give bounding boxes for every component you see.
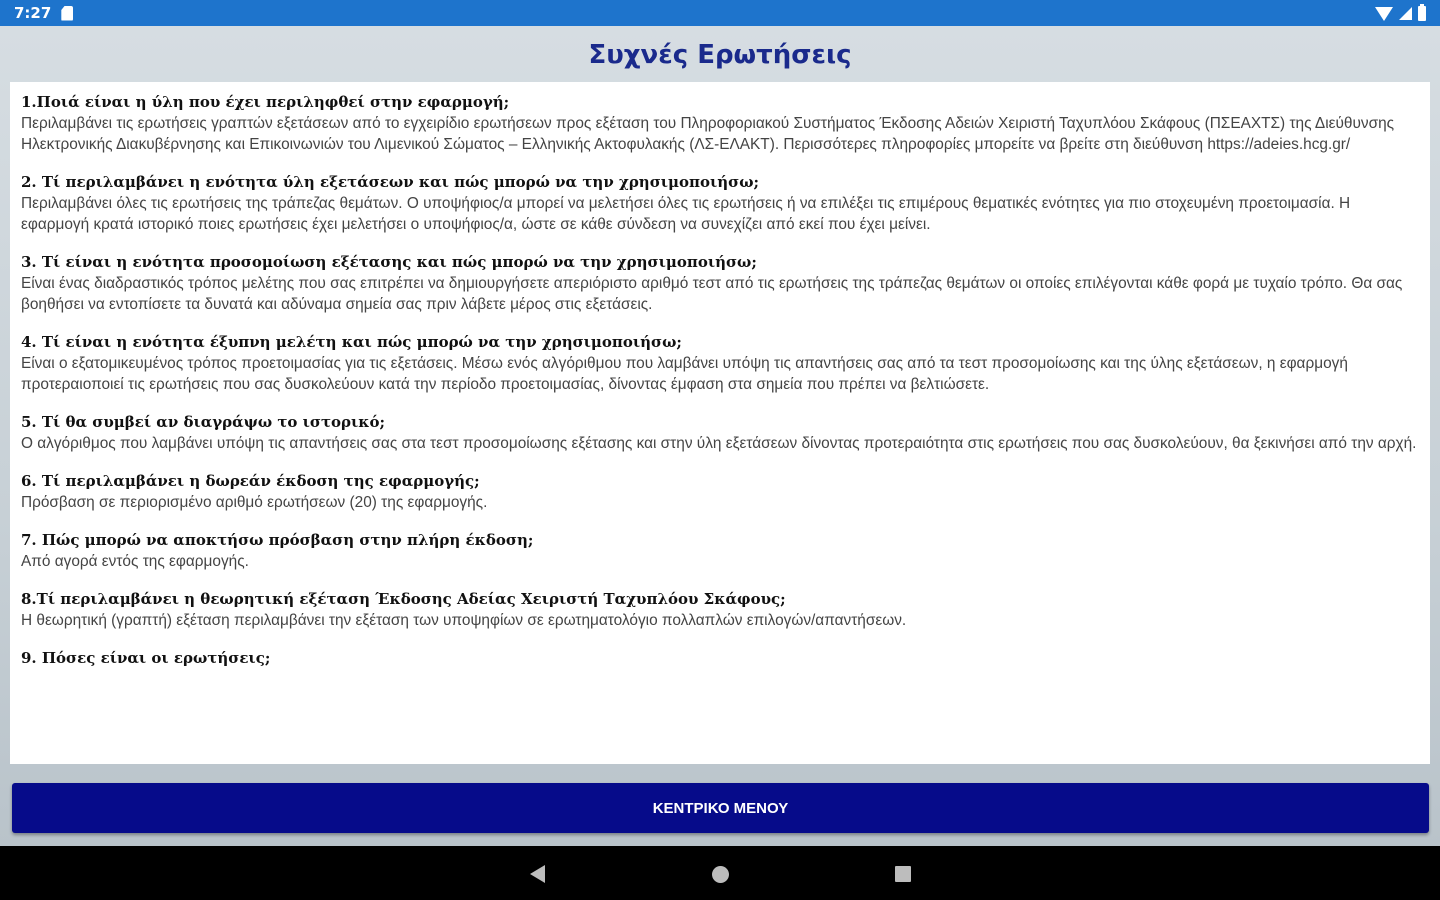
faq-answer: Είναι ο εξατομικευμένος τρόπος προετοιμασίας για τις εξετάσεις. Μέσω ενός αλγόριθμου που λαμβάνει υπόψη τις απαντήσεις σας από τα τεστ προσομοίωσης και της ύλης εξετάσεων, η εφαρμογή προτεραιοποιεί τις ερωτήσεις που σας δυσκολεύουν κατά την περίοδο προετοιμασίας, δίνοντας έμφαση στα σημεία που πρέπει να βελτιώσετε. (21, 355, 1348, 393)
signal-icon (1399, 7, 1412, 20)
faq-question: 9. Πόσες είναι οι ερωτήσεις; (21, 649, 271, 667)
faq-answer: Περιλαμβάνει τις ερωτήσεις γραπτών εξετάσεων από το εγχειρίδιο ερωτήσεων προς εξέταση του Πληροφοριακού Συστήματος Έκδοσης Αδειών Χειριστή Ταχυπλόου Σκάφους (ΠΣΕΑΧΤΣ) της Διεύθυνσης Ηλεκτρονικής Διακυβέρνησης και Επικοινωνιών του Λιμενικού Σώματος – Ελληνικής Ακτοφυλακής (ΛΣ-ΕΛΑΚΤ). Περισσότερες πληροφορίες μπορείτε να βρείτε στη διεύθυνση https://adeies.hcg.gr/ (21, 115, 1395, 153)
faq-answer: Από αγορά εντός της εφαρμογής. (21, 553, 249, 570)
faq-question: 4. Τί είναι η ενότητα έξυπνη μελέτη και πώς μπορώ να την χρησιμοποιήσω; (21, 333, 682, 351)
faq-item (21, 648, 1418, 669)
faq-question: 2. Τί περιλαμβάνει η ενότητα ύλη εξετάσεων και πώς μπορώ να την χρησιμοποιήσω; (21, 173, 760, 191)
status-bar (0, 0, 1440, 26)
faq-item (21, 471, 1418, 513)
faq-item (21, 92, 1418, 155)
faq-answer: Η θεωρητική (γραπτή) εξέταση περιλαμβάνει την εξέταση των υποψηφίων σε ερωτηματολόγιο πολλαπλών επιλογών/απαντήσεων. (21, 612, 907, 629)
home-icon (712, 866, 729, 883)
faq-item (21, 252, 1418, 315)
faq-question: 3. Τί είναι η ενότητα προσομοίωση εξέτασης και πώς μπορώ να την χρησιμοποιήσω; (21, 253, 757, 271)
recents-icon (895, 866, 911, 882)
page-title: Συχνές Ερωτήσεις (588, 40, 852, 70)
faq-list[interactable] (10, 82, 1430, 764)
status-time: 7:27 (14, 4, 52, 22)
faq-item (21, 412, 1418, 454)
recents-button[interactable] (893, 864, 913, 884)
wifi-icon (1375, 7, 1393, 21)
faq-answer: Ο αλγόριθμος που λαμβάνει υπόψη τις απαντήσεις σας στα τεστ προσομοίωσης εξέτασης και στην ύλη εξετάσεων δίνοντας προτεραιότητα στις ερωτήσεις που σας δυσκολεύουν, θα ξεκινήσει από την αρχή. (21, 435, 1417, 452)
faq-item (21, 589, 1418, 631)
faq-item (21, 530, 1418, 572)
main-menu-button[interactable]: ΚΕΝΤΡΙΚΟ ΜΕΝΟΥ (12, 783, 1429, 833)
faq-answer: Περιλαμβάνει όλες τις ερωτήσεις της τράπεζας θεμάτων. Ο υποψήφιος/α μπορεί να μελετήσει όλες τις ερωτήσεις ή να επιλέξει τις επιμέρους θεματικές ενότητες για πιο στοχευμένη προετοιμασία. Η εφαρμογή κρατά ιστορικό ποιες ερωτήσεις έχει μελετήσει ο υποψήφιος/α, ώστε σε κάθε σύνδεση να συνεχίζει από εκεί που έχει μείνει. (21, 195, 1351, 233)
faq-item (21, 332, 1418, 395)
back-button[interactable] (527, 864, 547, 884)
system-nav-bar (0, 846, 1440, 900)
status-left (14, 4, 73, 22)
faq-question: 5. Τί θα συμβεί αν διαγράψω το ιστορικό; (21, 413, 386, 431)
faq-answer: Πρόσβαση σε περιορισμένο αριθμό ερωτήσεων (20) της εφαρμογής. (21, 494, 488, 511)
home-button[interactable] (710, 864, 730, 884)
back-icon (530, 865, 545, 883)
faq-answer: Είναι ένας διαδραστικός τρόπος μελέτης που σας επιτρέπει να δημιουργήσετε απεριόριστο αριθμό τεστ από τις ερωτήσεις της τράπεζας θεμάτων οι οποίες επιλέγονται κάθε φορά με τυχαίο τρόπο. Θα σας βοηθήσει να εντοπίσετε τα δυνατά και αδύναμα σημεία σας πριν λάβετε μέρος στις εξετάσεις. (21, 275, 1403, 313)
sd-card-icon (61, 6, 73, 21)
faq-question: 8.Τί περιλαμβάνει η θεωρητική εξέταση Έκδοσης Αδείας Χειριστή Ταχυπλόου Σκάφους; (21, 590, 786, 608)
faq-question: 1.Ποιά είναι η ύλη που έχει περιληφθεί στην εφαρμογή; (21, 93, 510, 111)
battery-icon (1418, 6, 1426, 21)
faq-question: 6. Τί περιλαμβάνει η δωρεάν έκδοση της εφαρμογής; (21, 472, 480, 490)
status-right (1375, 5, 1426, 21)
faq-question: 7. Πώς μπορώ να αποκτήσω πρόσβαση στην πλήρη έκδοση; (21, 531, 534, 549)
faq-item (21, 172, 1418, 235)
